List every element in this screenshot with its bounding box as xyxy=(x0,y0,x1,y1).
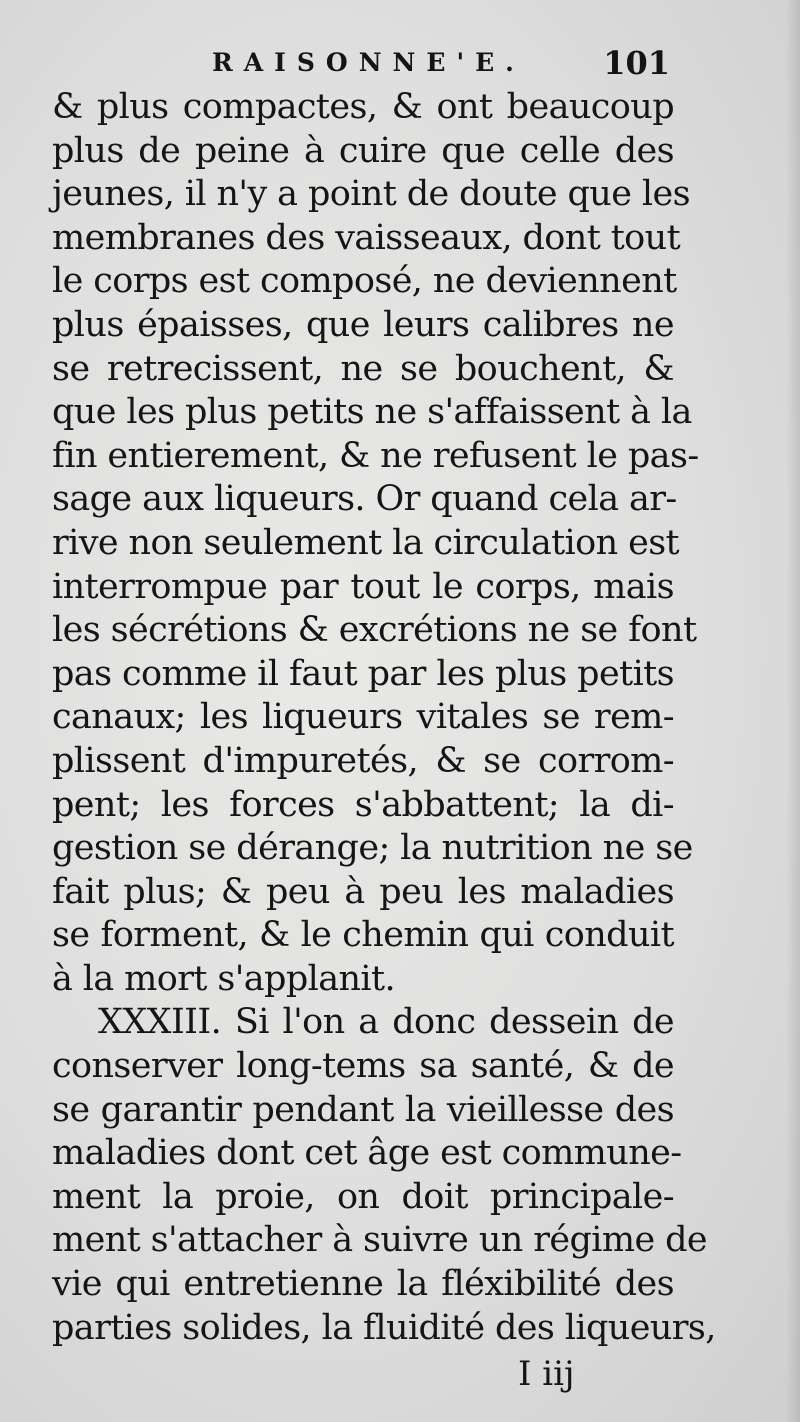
running-head-title: RAISONNE'E. xyxy=(212,48,525,77)
text-line: rive non seulement la circulation est xyxy=(52,522,680,563)
body-text xyxy=(52,86,716,1350)
text-line: le corps est composé, ne deviennent xyxy=(52,261,677,302)
text-line: ment s'attacher à suivre un régime de xyxy=(52,1220,708,1261)
text-line: fait plus; & peu à peu les maladies xyxy=(52,871,674,912)
text-line: & plus compactes, & ont beaucoup xyxy=(52,87,674,127)
text-line: sage aux liqueurs. Or quand cela ar- xyxy=(52,479,677,520)
text-line: plissent d'impuretés, & se corrom- xyxy=(52,740,674,781)
text-line: gestion se dérange; la nutrition ne se xyxy=(52,828,693,869)
text-line: conserver long-tems sa santé, & de xyxy=(52,1046,674,1087)
text-line: les sécrétions & excrétions ne se font xyxy=(52,610,697,651)
text-line: maladies dont cet âge est commune- xyxy=(52,1133,682,1174)
signature-mark: I iij xyxy=(518,1354,575,1394)
page-number: 101 xyxy=(603,44,670,82)
running-head xyxy=(50,44,670,88)
text-line: plus de peine à cuire que celle des xyxy=(52,130,674,171)
text-line: plus épaisses, que leurs calibres ne xyxy=(52,304,674,345)
page-edge-shadow xyxy=(786,0,800,1422)
section-heading-line: XXXIII. Si l'on a donc dessein de xyxy=(98,1002,674,1043)
text-line: se retrecissent, ne se bouchent, & xyxy=(52,348,674,389)
text-line: membranes des vaisseaux, dont tout xyxy=(52,217,681,258)
text-line: vie qui entretienne la fléxibilité des xyxy=(52,1264,674,1305)
text-line: interrompue par tout le corps, mais xyxy=(52,566,674,607)
text-line: parties solides, la fluidité des liqueurs, xyxy=(52,1307,716,1348)
text-line: pas comme il faut par les plus petits xyxy=(52,653,674,694)
text-line: canaux; les liqueurs vitales se rem- xyxy=(52,697,674,738)
paragraph-end-line: à la mort s'applanit. xyxy=(52,958,396,999)
text-line: se forment, & le chemin qui conduit xyxy=(52,915,674,956)
text-line: jeunes, il n'y a point de doute que les xyxy=(52,174,690,215)
text-line: que les plus petits ne s'affaissent à la xyxy=(52,392,692,433)
text-line: fin entierement, & ne refusent le pas- xyxy=(52,435,699,476)
text-line: se garantir pendant la vieillesse des xyxy=(52,1089,674,1130)
text-line: pent; les forces s'abbattent; la di- xyxy=(52,784,674,825)
text-line: ment la proie, on doit principale- xyxy=(52,1176,674,1217)
